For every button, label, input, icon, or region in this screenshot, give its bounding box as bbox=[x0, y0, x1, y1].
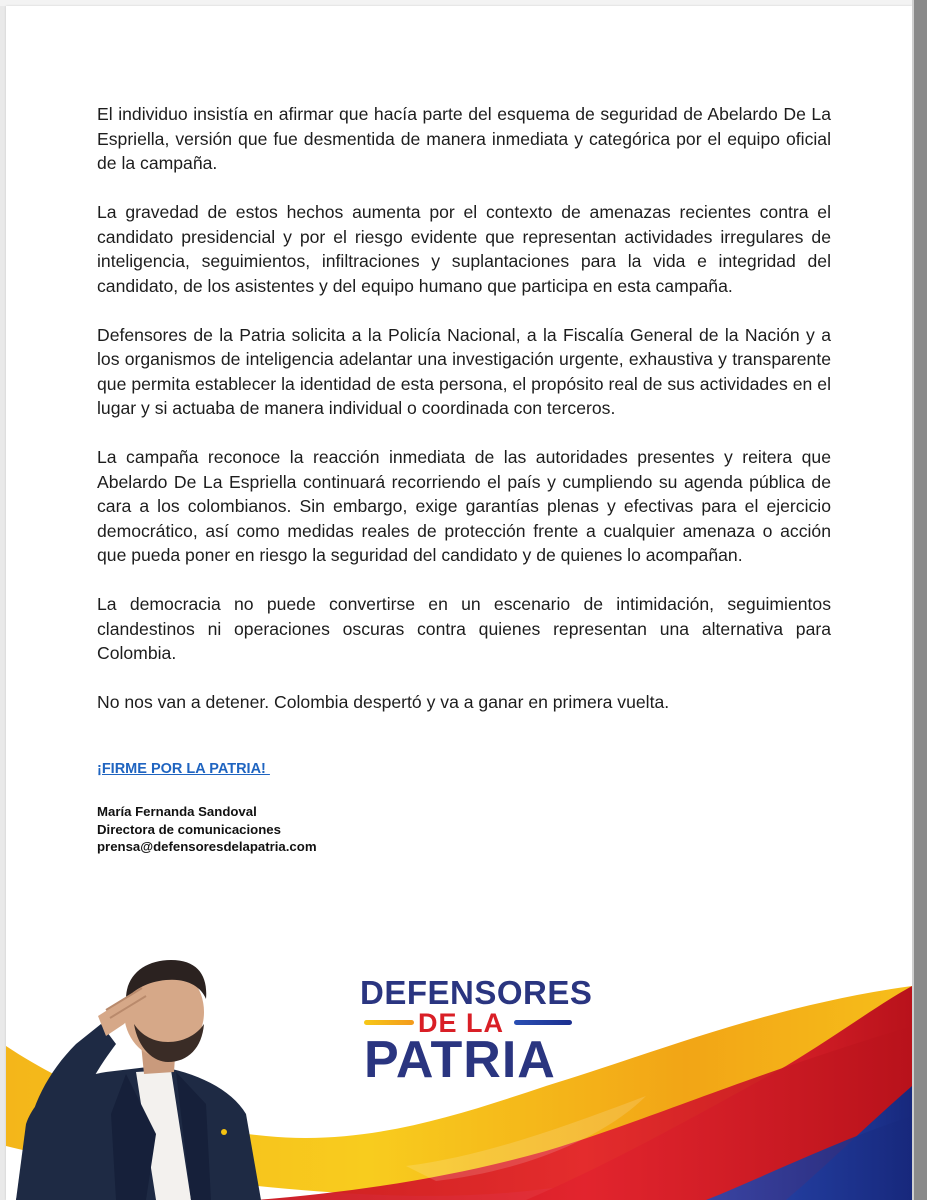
logo-bar-right bbox=[514, 1020, 572, 1025]
paragraph-2: La gravedad de estos hechos aumenta por el contexto de amenazas recientes contra el candidato presidencial y por el riesgo evidente que representan actividades irregulares de inteligencia, seguimientos, infiltraciones y suplantaciones para la vida e integridad del candidato, de los asistentes y del equipo humano que participa en esta campaña. bbox=[97, 202, 831, 296]
slogan-link[interactable]: ¡FIRME POR LA PATRIA! bbox=[97, 761, 270, 777]
defensores-logo bbox=[354, 972, 593, 1089]
document-page bbox=[6, 6, 912, 1200]
logo-line-3: PATRIA bbox=[364, 1031, 556, 1089]
signature-block bbox=[97, 803, 317, 856]
paragraph-1: El individuo insistía en afirmar que hacía parte del esquema de seguridad de Abelardo De La Espriella, versión que fue desmentida de manera inmediata y categórica por el equipo oficial de la campaña. bbox=[97, 104, 831, 173]
signature-name: María Fernanda Sandoval bbox=[97, 804, 257, 819]
saluting-man-icon bbox=[6, 954, 276, 1200]
document-body bbox=[97, 102, 831, 739]
logo-bar-left bbox=[364, 1020, 414, 1025]
paragraph-3: Defensores de la Patria solicita a la Policía Nacional, a la Fiscalía General de la Nación y a los organismos de inteligencia adelantar una investigación urgente, exhaustiva y transparente que permita establecer la identidad de esta persona, el propósito real de sus actividades en el lugar y si actuaba de manera individual o coordinada con terceros. bbox=[97, 324, 831, 418]
paragraph-5: La democracia no puede convertirse en un escenario de intimidación, seguimientos clandestinos ni operaciones oscuras contra quienes representan una alternativa para Colombia. bbox=[97, 594, 831, 663]
paragraph-6: No nos van a detener. Colombia despertó y va a ganar en primera vuelta. bbox=[97, 692, 670, 712]
signature-role: Directora de comunicaciones bbox=[97, 821, 281, 837]
signature-email[interactable]: prensa@defensoresdelapatria.com bbox=[97, 839, 317, 854]
window-edge bbox=[914, 0, 927, 1200]
paragraph-4: La campaña reconoce la reacción inmediata de las autoridades presentes y reitera que Abelardo De La Espriella continuará recorriendo el país y cumpliendo su agenda pública de cara a los colombianos. Sin embargo, exige garantías plenas y efectivas para el ejercicio democrático, así como medidas reales de protección frente a cualquier amenaza o acción que pueda poner en riesgo la seguridad del candidato y de quienes lo acompañan. bbox=[97, 447, 831, 565]
logo-line-1: DEFENSORES bbox=[360, 974, 593, 1011]
logo-line-2: DE LA bbox=[418, 1008, 504, 1038]
